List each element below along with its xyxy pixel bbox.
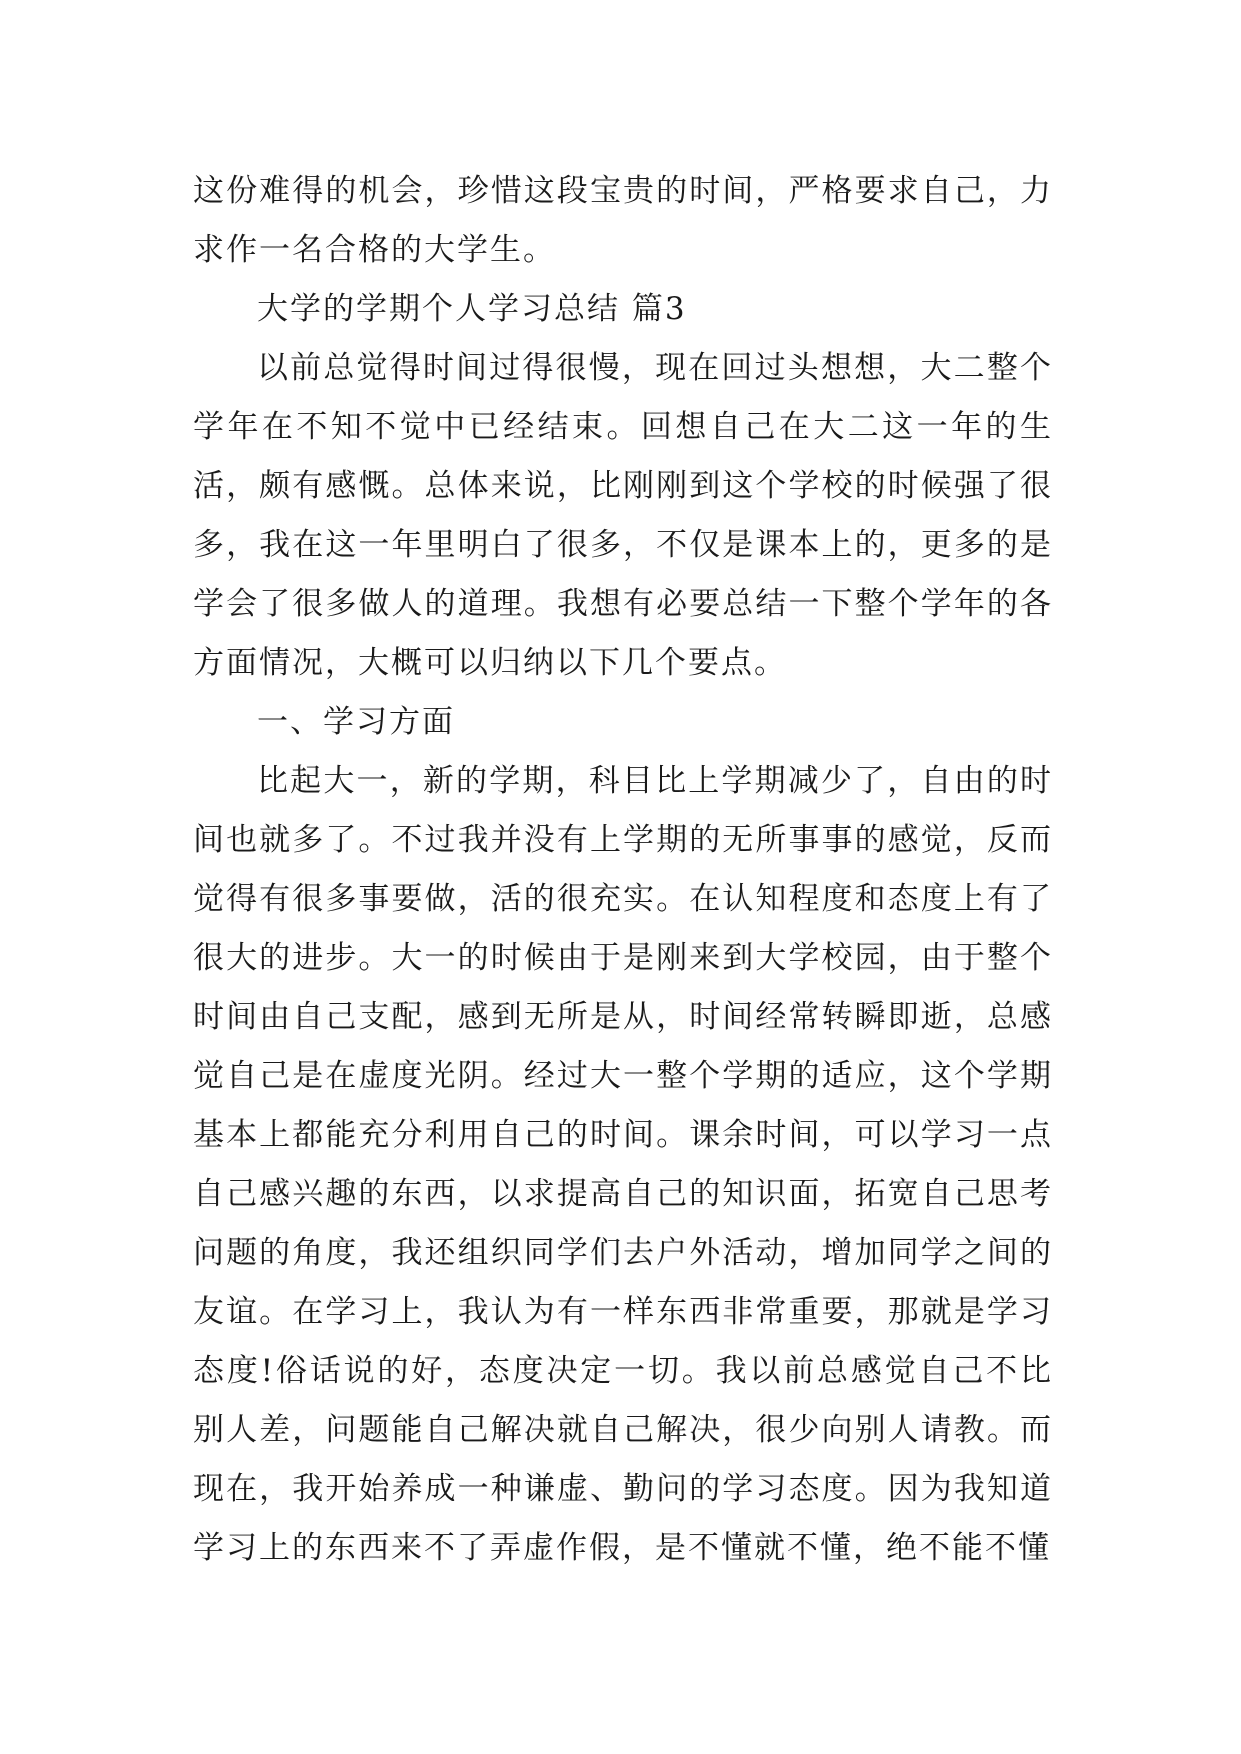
paragraph-study: 比起大一，新的学期，科目比上学期减少了，自由的时间也就多了。不过我并没有上学期的无所事事的感觉，反而觉得有很多事要做，活的很充实。在认知程度和态度上有了很大的进步。大一的时候由于是刚来到大学校园，由于整个时间由自己支配，感到无所是从，时间经常转瞬即逝，总感觉自己是在虚度光阴。经过大一整个学期的适应，这个学期基本上都能充分利用自己的时间。课余时间，可以学习一点自己感兴趣的东西，以求提高自己的知识面，拓宽自己思考问题的角度，我还组织同学们去户外活动，增加同学之间的友谊。在学习上，我认为有一样东西非常重要，那就是学习态度!俗话说的好，态度决定一切。我以前总感觉自己不比别人差，问题能自己解决就自己解决，很少向别人请教。而现在，我开始养成一种谦虚、勤问的学习态度。因为我知道学习上的东西来不了弄虚作假，是不懂就不懂，绝不能不懂: [193, 763, 1053, 1566]
paragraph-intro: 以前总觉得时间过得很慢，现在回过头想想，大二整个学年在不知不觉中已经结束。回想自己在大二这一年的生活，颇有感慨。总体来说，比刚刚到这个学校的时候强了很多，我在这一年里明白了很多，不仅是课本上的，更多的是学会了很多做人的道理。我想有必要总结一下整个学年的各方面情况，大概可以归纳以下几个要点。: [193, 350, 1053, 681]
section-heading-study: 一、学习方面: [257, 704, 455, 740]
paragraph-continuation: 这份难得的机会，珍惜这段宝贵的时间，严格要求自己，力求作一名合格的大学生。: [193, 173, 1053, 268]
document-body: [193, 162, 1053, 1578]
section-title: 大学的学期个人学习总结 篇3: [257, 291, 687, 327]
